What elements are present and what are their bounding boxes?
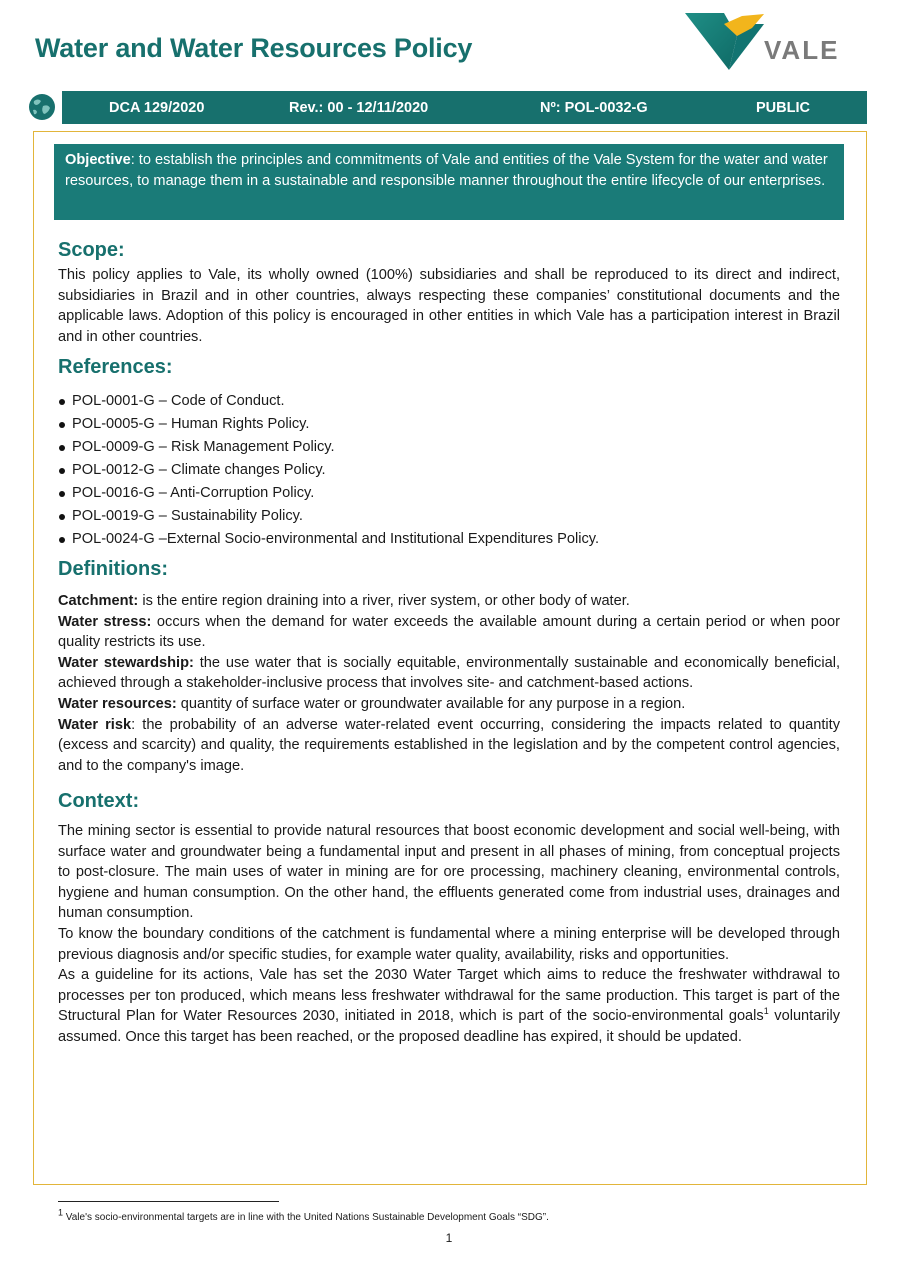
context-heading: Context: [58, 790, 140, 812]
page-number: 1 [445, 1231, 453, 1245]
objective-box [54, 144, 844, 220]
list-item: POL-0001-G – Code of Conduct. [58, 390, 840, 413]
list-item: POL-0016-G – Anti-Corruption Policy. [58, 482, 840, 505]
footnote [58, 1207, 549, 1223]
logo-wordmark: VALE [764, 35, 840, 65]
document-number: Nº: POL-0032-G [540, 100, 648, 116]
objective-text: : to establish the principles and commitments of Vale and entities of the Vale System for the water and water resources, to manage them in a sustainable and responsible manner throughout the entire lifecycle of our enterprises. [65, 152, 828, 189]
context-paragraph: The mining sector is essential to provide natural resources that boost economic development and social well-being, with surface water and groundwater being a fundamental input and present in all phases of mining, from conceptual projects to post-closure. The main uses of water in mining are for ore processing, machinery cleaning, environmental controls, hygiene and human consumption. On the other hand, the effluents generated come from industrial uses, drainages and human consumption. [58, 823, 840, 922]
scope-text: This policy applies to Vale, its wholly owned (100%) subsidiaries and shall be reproduced to its direct and indirect, subsidiaries in Brazil and in other countries, always respecting these companies’ constitutional documents and the applicable laws. Adoption of this policy is encouraged in other entities in which Vale has a participation interest in Brazil and in other countries. [58, 267, 840, 345]
definition-text: is the entire region draining into a river, river system, or other body of water. [138, 593, 630, 609]
footnote-divider [58, 1201, 279, 1202]
document-info-bar [62, 91, 867, 124]
definition-item [58, 694, 840, 715]
classification-label: PUBLIC [756, 100, 810, 116]
dca-label: DCA 129/2020 [109, 100, 205, 116]
context-text: voluntarily assumed. Once this target has been reached, or the proposed deadline has expired, it should be updated. [58, 1008, 840, 1045]
definition-text: the use water that is socially equitable, environmentally sustainable and economically beneficial, achieved through a stakeholder-inclusive process that involves site- and catchment-based actions. [58, 654, 841, 692]
definition-text: occurs when the demand for water exceeds the available amount during a certain period or when poor quality restricts its use. [58, 613, 840, 651]
footnote-reference[interactable]: 1 [763, 1006, 769, 1017]
context-paragraph: To know the boundary conditions of the catchment is fundamental where a mining enterprise will be developed through previous diagnosis and/or specific studies, for example water quality, availability, risks and opportunities. [58, 925, 840, 963]
definition-text: quantity of surface water or groundwater available for any purpose in a region. [176, 695, 686, 712]
definition-term: Water resources: [58, 695, 177, 712]
footnote-text: Vale's socio-environmental targets are in line with the United Nations Sustainable Development Goals “SDG”. [63, 1212, 549, 1223]
definition-term: Water stress: [58, 613, 152, 630]
definition-item [58, 612, 840, 653]
context-paragraph [58, 965, 840, 1047]
definition-term: Catchment: [58, 593, 139, 609]
definition-term: Water risk [58, 716, 132, 733]
definition-item [58, 715, 840, 777]
revision-label: Rev.: 00 - 12/11/2020 [289, 100, 429, 116]
references-heading: References: [58, 356, 173, 378]
definition-text: : the probability of an adverse water-related event occurring, considering the impacts related to quantity (excess and scarcity) and quality, the requirements established in the legislation and by the competent control agencies, and to the company's image. [58, 716, 840, 774]
definitions-list [58, 591, 840, 776]
list-item: POL-0012-G – Climate changes Policy. [58, 459, 840, 482]
footnote-marker: 1 [58, 1207, 64, 1218]
definition-item [58, 591, 840, 612]
list-item: POL-0019-G – Sustainability Policy. [58, 505, 840, 528]
list-item: POL-0009-G – Risk Management Policy. [58, 436, 840, 459]
context-body [58, 821, 840, 1048]
document-title: Water and Water Resources Policy [35, 33, 473, 63]
definitions-heading: Definitions: [58, 558, 168, 580]
definition-item [58, 653, 840, 694]
context-text: As a guideline for its actions, Vale has set the 2030 Water Target which aims to reduce the freshwater withdrawal to processes per ton produced, which means less freshwater withdrawal for the same production. This target is part of the Structural Plan for Water Resources 2030, initiated in 2018, which is part of the socio-environmental goals [58, 967, 840, 1025]
definition-term: Water stewardship: [58, 654, 194, 671]
objective-label: Objective [65, 152, 131, 168]
references-list [58, 390, 840, 551]
globe-icon [28, 93, 56, 121]
scope-heading: Scope: [58, 239, 125, 261]
list-item: POL-0005-G – Human Rights Policy. [58, 413, 840, 436]
list-item: POL-0024-G –External Socio-environmental and Institutional Expenditures Policy. [58, 528, 840, 551]
